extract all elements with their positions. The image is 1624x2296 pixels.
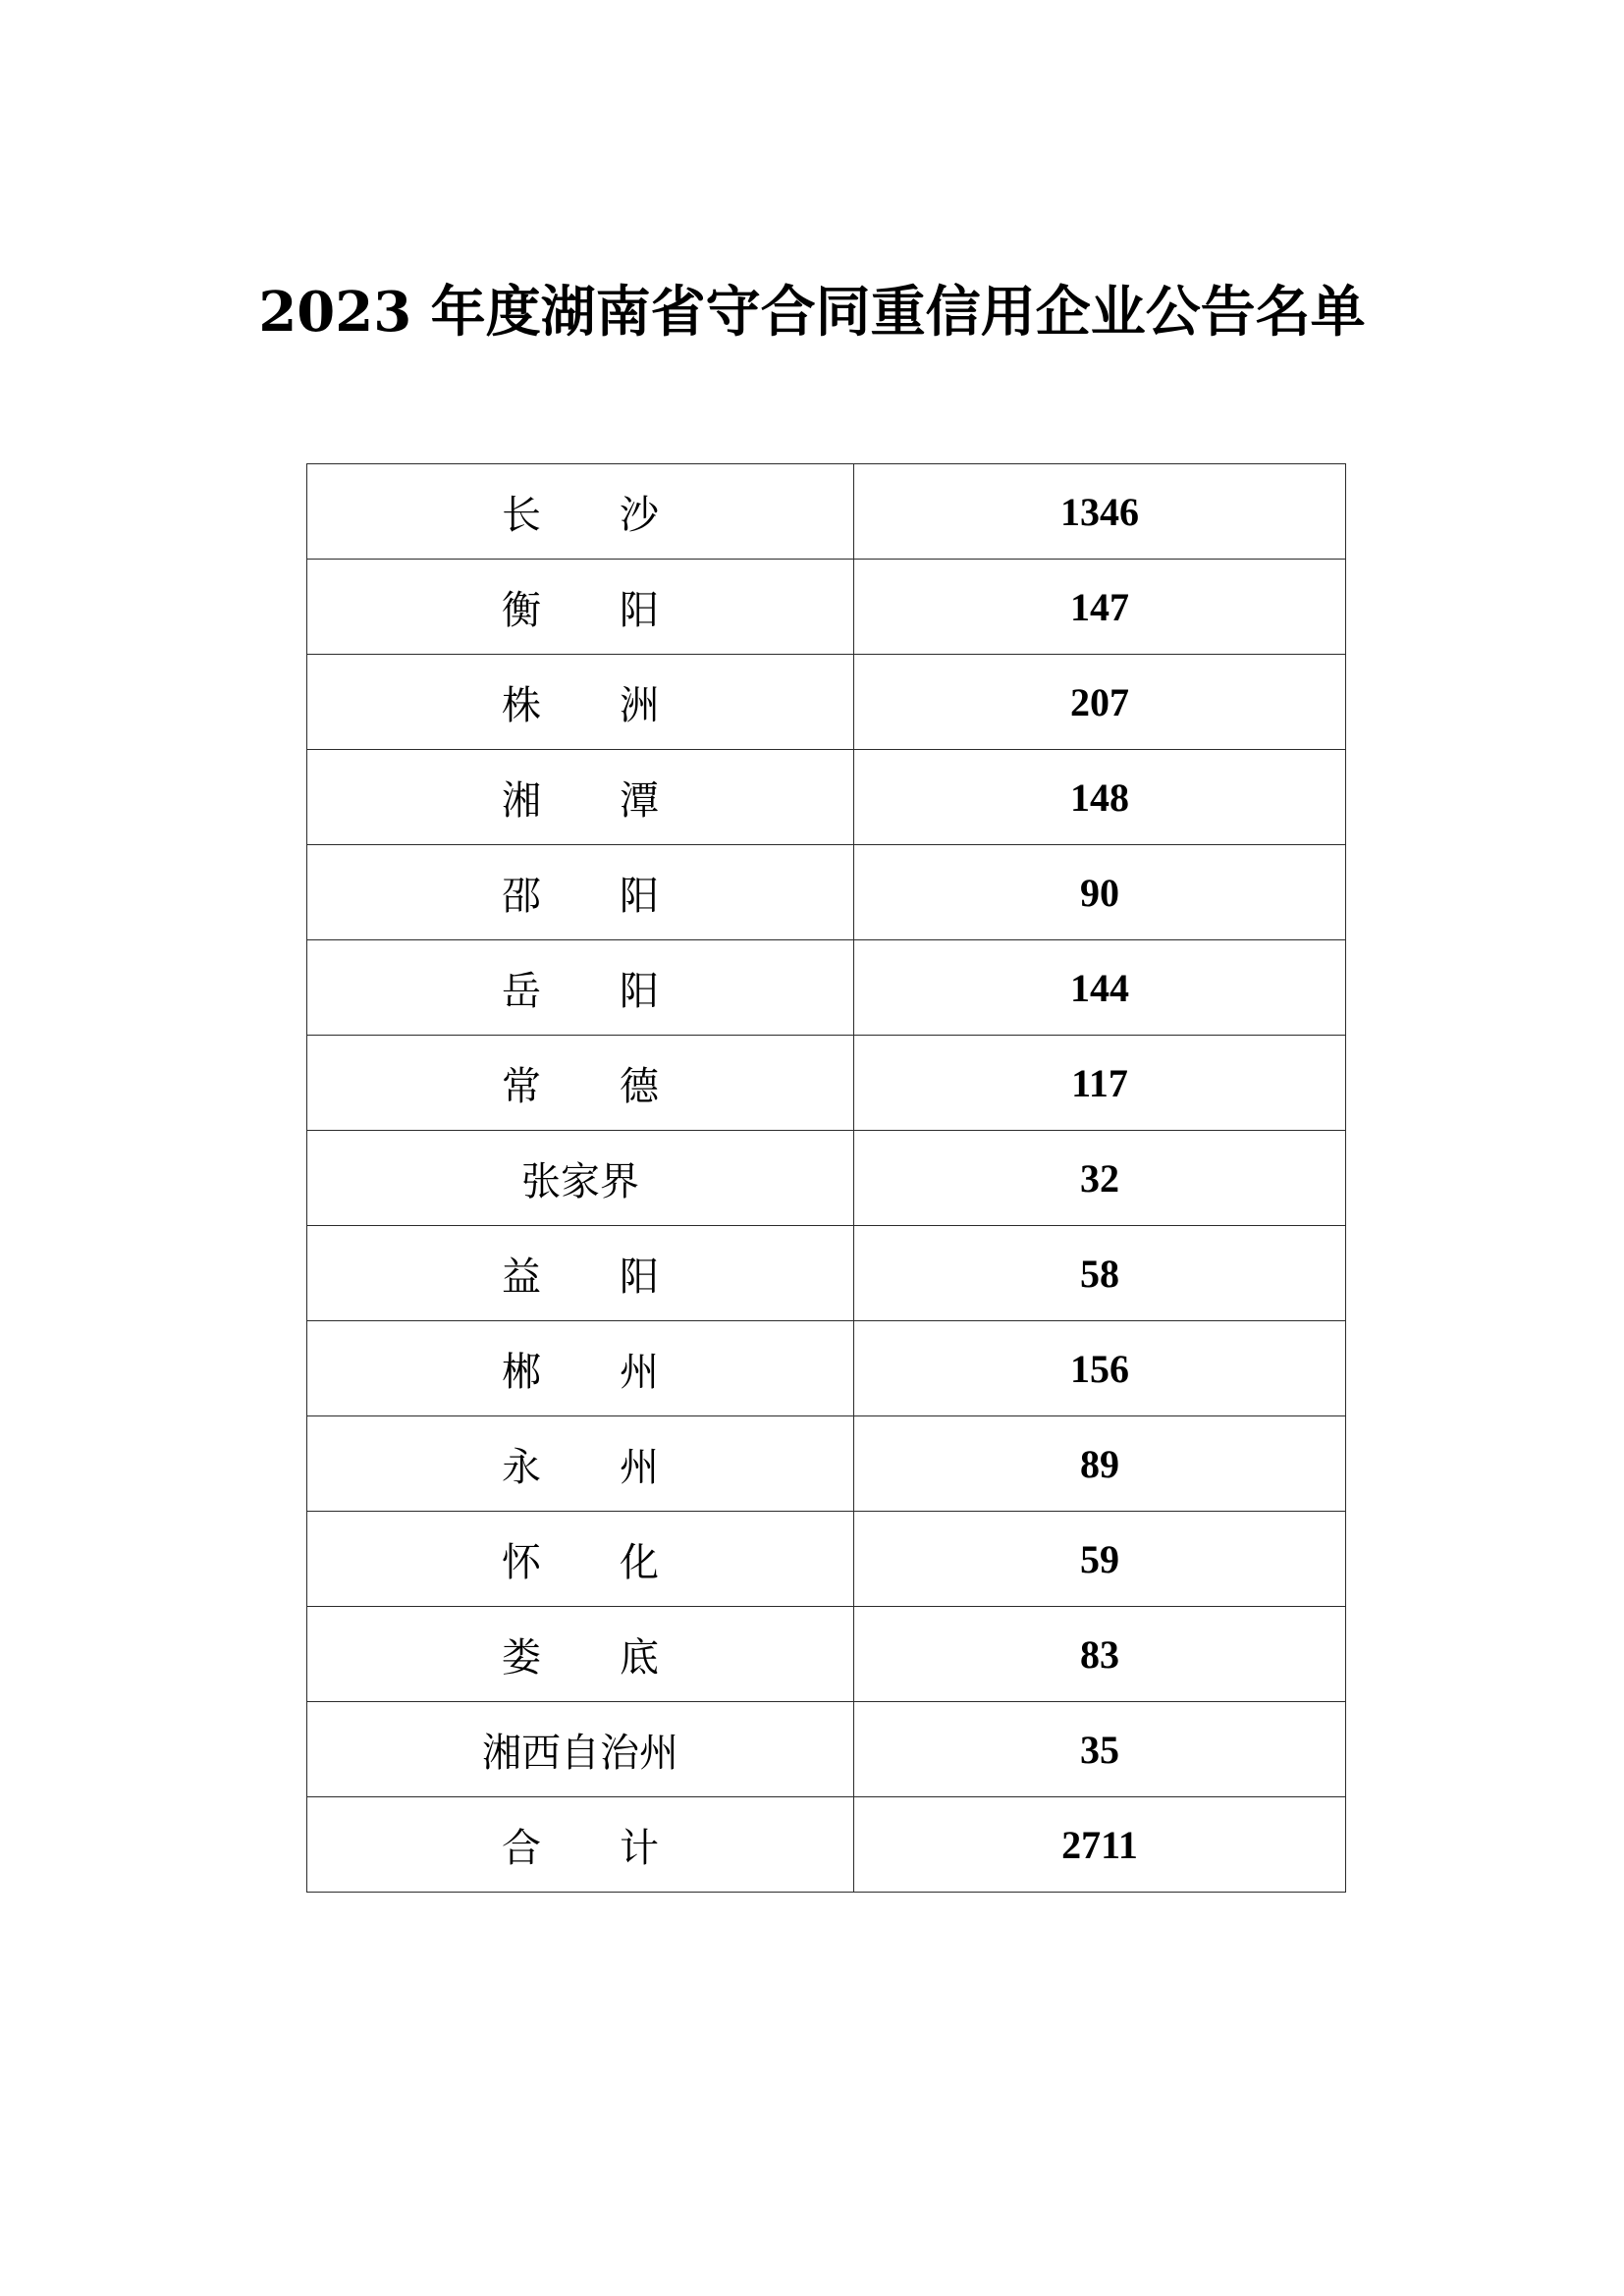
region-label: 湘 潭 [502,777,659,824]
region-cell [307,1036,854,1131]
region-cell [307,1702,854,1797]
region-cell [307,1226,854,1321]
region-label: 怀 化 [502,1539,659,1585]
count-cell: 156 [854,1321,1346,1416]
region-label: 衡 阳 [502,587,659,633]
count-cell: 147 [854,560,1346,655]
region-cell [307,560,854,655]
count-cell: 89 [854,1416,1346,1512]
table-row [307,845,1346,940]
table-row [307,1226,1346,1321]
region-cell [307,750,854,845]
region-cell [307,464,854,560]
enterprise-count-table [306,463,1346,1893]
region-cell [307,845,854,940]
region-cell [307,1607,854,1702]
page-title: 2023 年度湖南省守合同重信用企业公告名单 [258,280,1366,345]
table-row [307,1416,1346,1512]
count-cell: 207 [854,655,1346,750]
region-label: 长 沙 [502,492,659,538]
region-label: 邵 阳 [502,873,659,919]
table-row [307,1036,1346,1131]
total-label-cell [307,1797,854,1893]
count-cell: 117 [854,1036,1346,1131]
region-cell [307,1512,854,1607]
region-cell [307,1131,854,1226]
region-cell [307,940,854,1036]
count-cell: 144 [854,940,1346,1036]
region-label: 株 洲 [502,682,659,728]
region-cell [307,1416,854,1512]
table-row [307,1702,1346,1797]
count-cell: 59 [854,1512,1346,1607]
count-cell: 58 [854,1226,1346,1321]
table-row [307,560,1346,655]
count-cell: 83 [854,1607,1346,1702]
region-label: 岳 阳 [502,968,659,1014]
region-label: 娄 底 [502,1634,659,1681]
region-label: 张家界 [521,1158,639,1204]
region-label: 益 阳 [502,1254,659,1300]
table-row [307,1607,1346,1702]
table-row [307,1512,1346,1607]
table-row [307,1131,1346,1226]
table-row [307,655,1346,750]
region-label: 常 德 [502,1063,659,1109]
total-label: 合 计 [502,1825,659,1871]
count-cell: 90 [854,845,1346,940]
region-label: 永 州 [502,1444,659,1490]
count-cell: 1346 [854,464,1346,560]
count-cell: 148 [854,750,1346,845]
table-row [307,750,1346,845]
table-row [307,464,1346,560]
region-label: 湘西自治州 [482,1730,678,1776]
total-row [307,1797,1346,1893]
table-row [307,1321,1346,1416]
table-row [307,940,1346,1036]
table-body [307,464,1346,1893]
total-count-cell: 2711 [854,1797,1346,1893]
count-cell: 35 [854,1702,1346,1797]
region-cell [307,655,854,750]
region-cell [307,1321,854,1416]
region-label: 郴 州 [502,1349,659,1395]
count-cell: 32 [854,1131,1346,1226]
